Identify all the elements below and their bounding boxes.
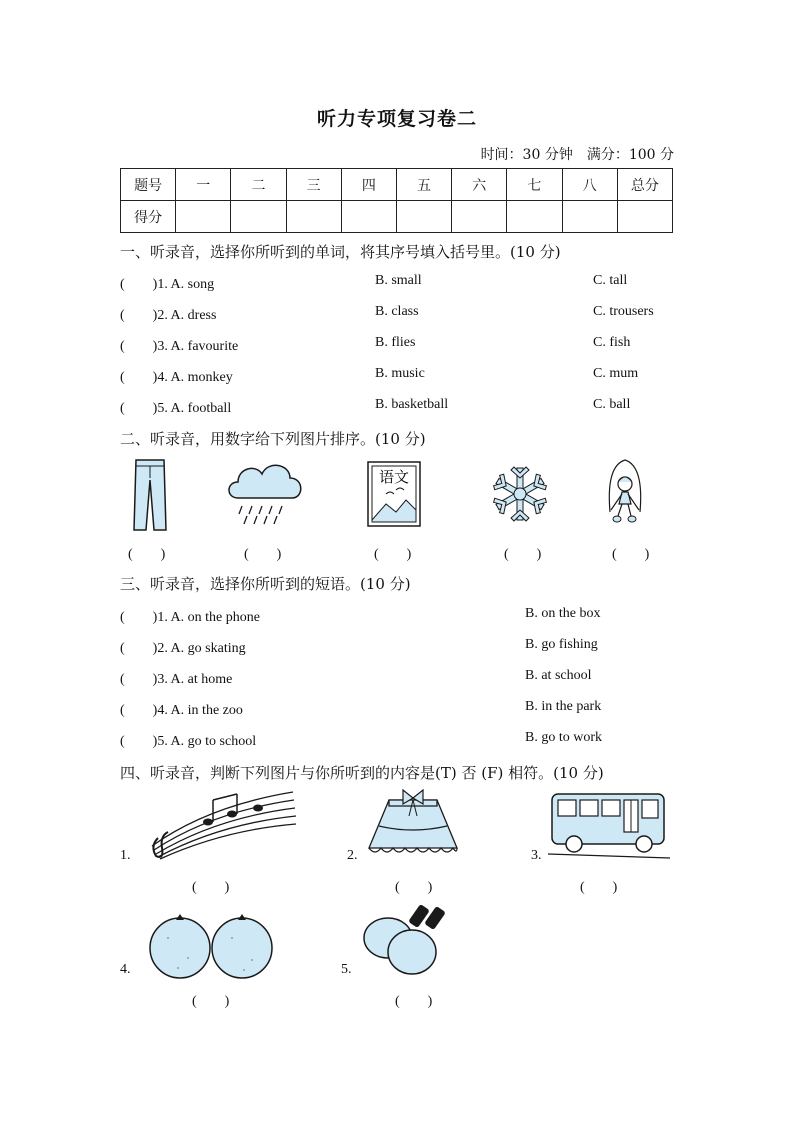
option-b: B. go to work xyxy=(525,730,602,745)
answer-blank[interactable]: ( ) xyxy=(395,994,433,1009)
option-c: C. fish xyxy=(593,335,631,350)
table-header-cell: 题号 xyxy=(121,169,176,201)
score-cell[interactable] xyxy=(286,201,341,233)
question-row xyxy=(120,397,680,417)
jeans-icon xyxy=(132,458,168,532)
question-lead: ( )3. A. favourite xyxy=(120,339,239,354)
item-number: 4. xyxy=(120,962,131,977)
score-label-cell: 得分 xyxy=(121,201,176,233)
table-header-cell: 八 xyxy=(562,169,617,201)
chinese-book-icon xyxy=(366,460,422,528)
question-lead: ( )1. A. song xyxy=(120,277,215,292)
question-row xyxy=(120,366,680,386)
score-cell[interactable] xyxy=(507,201,562,233)
option-b: B. at school xyxy=(525,668,592,683)
answer-blank[interactable]: ( ) xyxy=(395,880,433,895)
question-row xyxy=(120,699,680,719)
option-b: B. small xyxy=(375,273,422,288)
question-row xyxy=(120,335,680,355)
question-row xyxy=(120,606,680,626)
answer-blank[interactable]: ( ) xyxy=(580,880,618,895)
question-lead: ( )4. A. monkey xyxy=(120,370,233,385)
table-header-cell: 二 xyxy=(231,169,286,201)
section2-heading: 二、听录音，用数字给下列图片排序。(10 分) xyxy=(120,430,426,448)
oranges-icon xyxy=(148,908,276,980)
table-header-cell: 三 xyxy=(286,169,341,201)
bus-icon xyxy=(548,786,672,860)
table-header-cell: 五 xyxy=(396,169,451,201)
music-staff-icon xyxy=(148,786,298,860)
question-lead: ( )1. A. on the phone xyxy=(120,610,260,625)
score-cell[interactable] xyxy=(231,201,286,233)
question-lead: ( )4. A. in the zoo xyxy=(120,703,243,718)
section4-heading: 四、听录音，判断下列图片与你所听到的内容是(T) 否 (F) 相符。(10 分) xyxy=(120,764,604,782)
table-header-cell: 一 xyxy=(176,169,231,201)
item-number: 1. xyxy=(120,848,131,863)
time-info: 时间：30 分钟 满分：100 分 xyxy=(480,147,674,163)
table-header-cell: 总分 xyxy=(617,169,672,201)
answer-blank[interactable]: ( ) xyxy=(244,547,282,562)
question-lead: ( )2. A. dress xyxy=(120,308,217,323)
item-number: 3. xyxy=(531,848,542,863)
answer-blank[interactable]: ( ) xyxy=(612,547,650,562)
section1-heading: 一、听录音，选择你所听到的单词，将其序号填入括号里。(10 分) xyxy=(120,243,561,261)
question-lead: ( )5. A. football xyxy=(120,401,232,416)
table-header-cell: 四 xyxy=(341,169,396,201)
question-row xyxy=(120,668,680,688)
ping-pong-paddles-icon xyxy=(360,902,452,978)
score-cell[interactable] xyxy=(176,201,231,233)
option-b: B. flies xyxy=(375,335,416,350)
answer-blank[interactable]: ( ) xyxy=(374,547,412,562)
snowflake-icon xyxy=(488,460,552,528)
question-row xyxy=(120,273,680,293)
answer-blank[interactable]: ( ) xyxy=(128,547,166,562)
score-cell[interactable] xyxy=(562,201,617,233)
score-cell[interactable] xyxy=(341,201,396,233)
option-b: B. in the park xyxy=(525,699,602,714)
answer-blank[interactable]: ( ) xyxy=(192,880,230,895)
jump-rope-girl-icon xyxy=(600,456,650,532)
question-lead: ( )3. A. at home xyxy=(120,672,233,687)
score-table-header-row xyxy=(121,169,673,201)
item-number: 5. xyxy=(341,962,352,977)
option-b: B. go fishing xyxy=(525,637,598,652)
score-table-score-row xyxy=(121,201,673,233)
score-cell[interactable] xyxy=(452,201,507,233)
rain-cloud-icon xyxy=(224,456,306,528)
option-b: B. class xyxy=(375,304,419,319)
option-b: B. on the box xyxy=(525,606,601,621)
answer-blank[interactable]: ( ) xyxy=(504,547,542,562)
page-title: 听力专项复习卷二 xyxy=(316,108,477,130)
option-b: B. basketball xyxy=(375,397,449,412)
option-c: C. trousers xyxy=(593,304,654,319)
option-c: C. mum xyxy=(593,366,639,381)
score-cell[interactable] xyxy=(617,201,672,233)
item-number: 2. xyxy=(347,848,358,863)
score-cell[interactable] xyxy=(396,201,451,233)
book-label: 语文 xyxy=(378,468,410,486)
option-c: C. ball xyxy=(593,397,631,412)
question-lead: ( )2. A. go skating xyxy=(120,641,246,656)
score-table xyxy=(120,168,673,233)
answer-blank[interactable]: ( ) xyxy=(192,994,230,1009)
question-lead: ( )5. A. go to school xyxy=(120,734,257,749)
skirt-icon xyxy=(365,786,461,858)
table-header-cell: 六 xyxy=(452,169,507,201)
table-header-cell: 七 xyxy=(507,169,562,201)
question-row xyxy=(120,637,680,657)
option-c: C. tall xyxy=(593,273,628,288)
option-b: B. music xyxy=(375,366,425,381)
section3-heading: 三、听录音，选择你所听到的短语。(10 分) xyxy=(120,575,411,593)
question-row xyxy=(120,304,680,324)
question-row xyxy=(120,730,680,750)
